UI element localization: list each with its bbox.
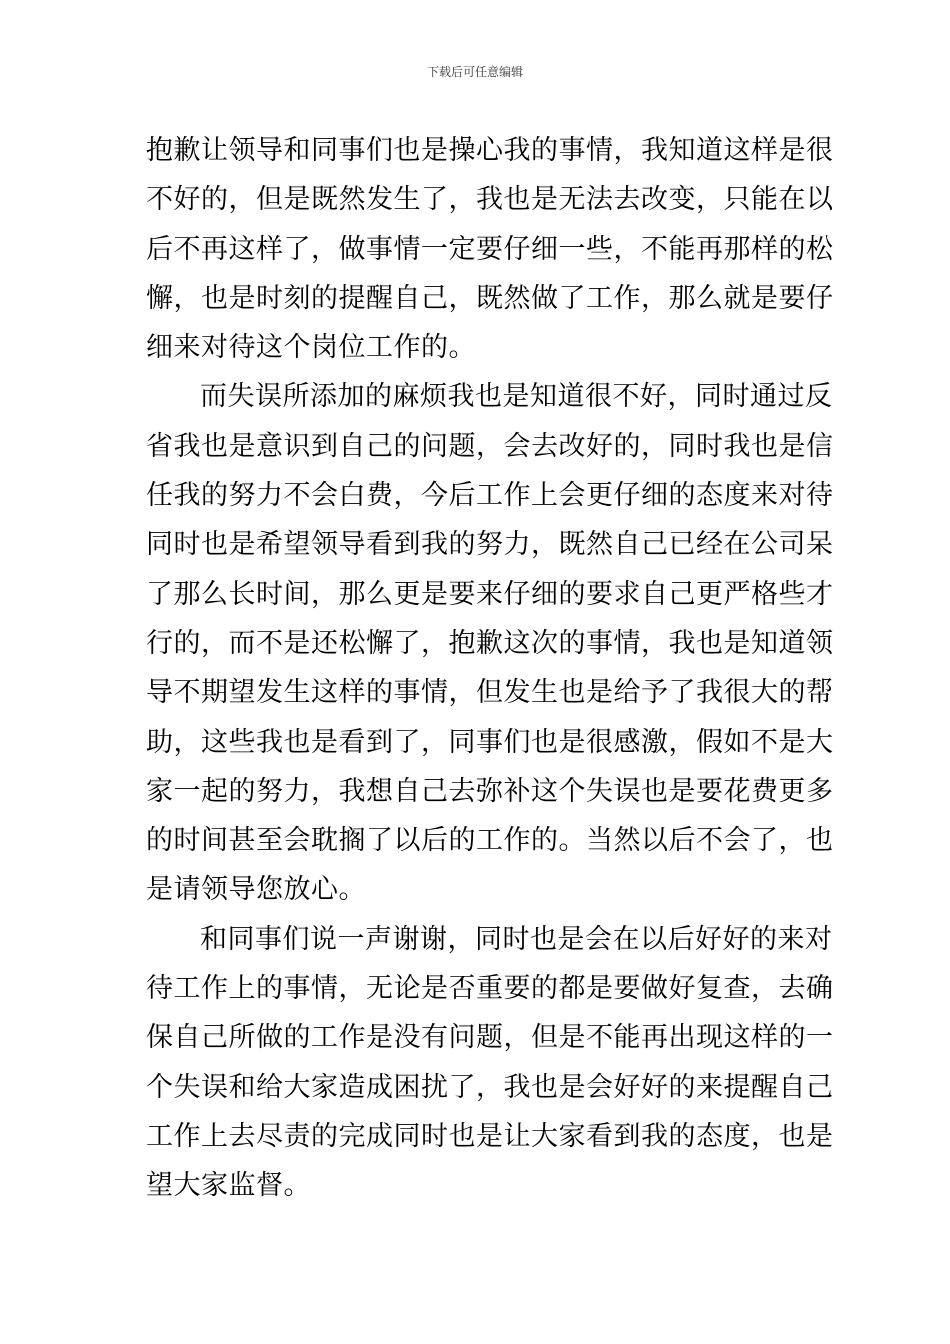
text-line: 的时间甚至会耽搁了以后的工作的。当然以后不会了，也	[146, 825, 834, 857]
body-text	[146, 126, 834, 1211]
text-line: 行的，而不是还松懈了，抱歉这次的事情，我也是知道领	[146, 627, 834, 659]
text-line: 望大家监督。	[146, 1170, 311, 1202]
text-line: 任我的努力不会白费，今后工作上会更仔细的态度来对待	[146, 480, 834, 512]
text-line: 助，这些我也是看到了，同事们也是很感激，假如不是大	[146, 726, 834, 758]
text-line: 导不期望发生这样的事情，但发生也是给予了我很大的帮	[146, 677, 834, 709]
header-note: 下载后可任意编辑	[426, 65, 523, 79]
paragraph-3	[146, 915, 834, 1211]
paragraph-1	[146, 126, 834, 372]
text-line: 省我也是意识到自己的问题，会去改好的，同时我也是信	[146, 430, 834, 462]
text-line: 家一起的努力，我想自己去弥补这个失误也是要花费更多	[146, 775, 834, 807]
text-line: 懈，也是时刻的提醒自己，既然做了工作，那么就是要仔	[146, 282, 834, 314]
text-line: 不好的，但是既然发生了，我也是无法去改变，只能在以	[146, 184, 834, 216]
text-line: 了那么长时间，那么更是要来仔细的要求自己更严格些才	[146, 578, 834, 610]
text-line: 后不再这样了，做事情一定要仔细一些，不能再那样的松	[146, 233, 834, 265]
text-line: 抱歉让领导和同事们也是操心我的事情，我知道这样是很	[146, 135, 834, 166]
text-line: 个失误和给大家造成困扰了，我也是会好好的来提醒自己	[146, 1071, 834, 1103]
paragraph-2	[146, 372, 834, 914]
text-line: 工作上去尽责的完成同时也是让大家看到我的态度，也是	[146, 1120, 834, 1152]
text-line: 和同事们说一声谢谢，同时也是会在以后好好的来对	[200, 923, 833, 955]
text-line: 细来对待这个岗位工作的。	[146, 332, 476, 364]
text-line: 待工作上的事情，无论是否重要的都是要做好复查，去确	[146, 973, 834, 1005]
text-line: 是请领导您放心。	[146, 874, 366, 906]
text-line: 同时也是希望领导看到我的努力，既然自己已经在公司呆	[146, 529, 834, 561]
text-line: 而失误所添加的麻烦我也是知道很不好，同时通过反	[200, 381, 833, 413]
text-line: 保自己所做的工作是没有问题，但是不能再出现这样的一	[146, 1022, 834, 1054]
